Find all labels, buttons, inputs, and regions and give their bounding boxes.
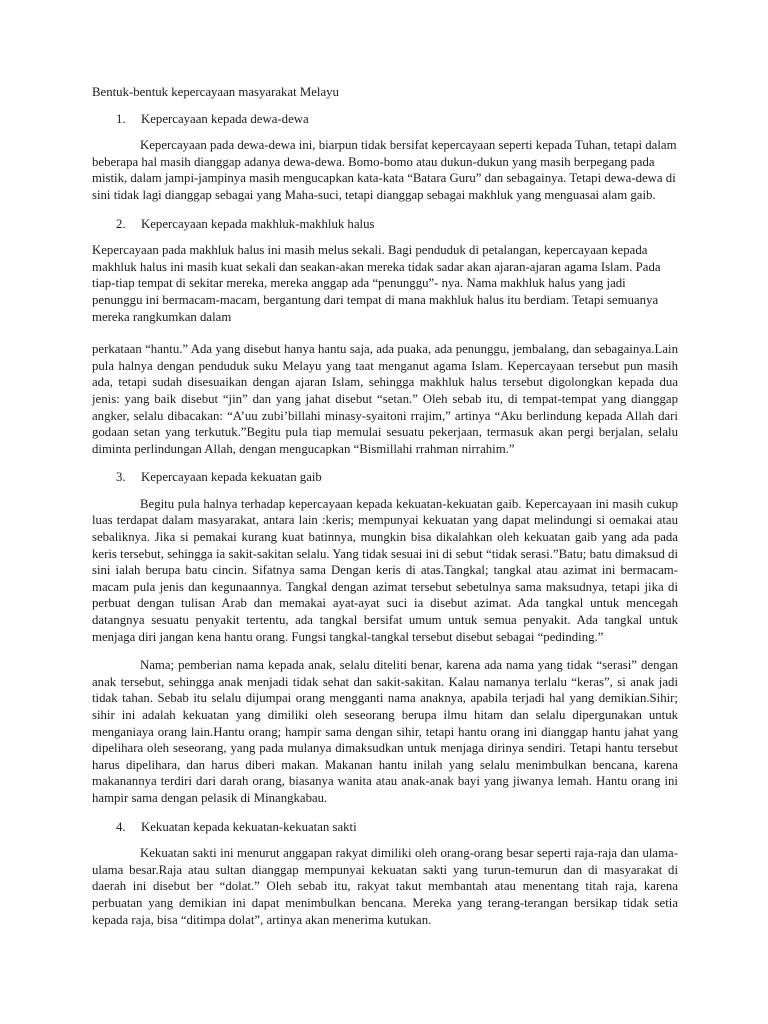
section-heading-3 [92, 469, 678, 486]
section-number: 3. [116, 470, 126, 485]
section-number: 2. [116, 216, 126, 231]
paragraph: Nama; pemberian nama kepada anak, selalu diteliti benar, karena ada nama yang tidak “serasi” dengan anak tersebut, sehingga anak menjadi tidak sehat dan sakit-sakitan. Kalau namanya terlalu “keras”, si anak jadi tidak tahan. Sebab itu selalu dijumpai orang mengganti nama anaknya, apabila terjadi hal yang demikian.Sihir; sihir ini adalah kekuatan yang dimiliki oleh seseorang berupa ilmu hitam dan selalu dipergunakan untuk menganiaya orang lain.Hantu orang; hampir sama dengan sihir, tetapi hantu orang ini dianggap hantu jahat yang dipelihara oleh seseorang, yang pada mulanya dimaksudkan untuk menjaga dirinya sendiri. Tetapi hantu tersebut harus dipelihara, dan harus diberi makan. Makanan hantu inilah yang selalu menimbulkan bencana, karena makanannya terdiri dari darah orang, biasanya wanita atau anak-anak bayi yang jiwanya lemah. Hantu orang ini hampir sama dengan pelasik di Minangkabau. [92, 658, 678, 805]
section-number: 1. [116, 111, 126, 126]
paragraph: Kepercayaan pada dewa-dewa ini, biarpun tidak bersifat kepercayaan seperti kepada Tuhan, tetapi dalam beberapa hal masih dianggap adanya dewa-dewa. Bomo-bomo atau dukun-dukun yang masih berpegang pada mistik, dalam jampi-jampinya masih mengucapkan kata-kata “Batara Guru” dan sebagainya. Tetapi dewa-dewa di sini tidak lagi dianggap sebagai yang Maha-suci, tetapi dianggap sebagai makhluk yang menguasai alam gaib. [92, 138, 677, 202]
paragraph: Kepercayaan pada makhluk halus ini masih melus sekali. Bagi penduduk di petalangan, kepercayaan kepada makhluk halus ini masih kuat sekali dan seakan-akan mereka tidak sadar akan ajaran-ajaran agama Islam. Pada tiap-tiap tempat di sekitar mereka, mereka anggap ada “penunggu”- nya. Nama makhluk halus yang jadi penunggu ini bermacam-macam, bergantung dari tempat di mana makhluk halus itu berdiam. Tetapi semuanya mereka rangkumkan dalam [92, 243, 661, 324]
paragraph: Kekuatan sakti ini menurut anggapan rakyat dimiliki oleh orang-orang besar seperti raja-raja dan ulama-ulama besar.Raja atau sultan dianggap mempunyai kekuatan sakti yang turun-temurun dan di masyarakat di daerah ini disebut ber “dolat.” Oleh sebab itu, rakyat takut membantah atau menentang titah raja, karena perbuatan yang demikian ini dapat menimbulkan bencana. Mereka yang terang-terangan bersikap tidak setia kepada raja, bisa “ditimpa dolat”, artinya akan menerima kutukan. [92, 846, 678, 927]
section-title: Kepercayaan kepada makhluk-makhluk halus [141, 216, 375, 231]
section-heading-4 [92, 819, 678, 836]
paragraph: perkataan “hantu.” Ada yang disebut hanya hantu saja, ada puaka, ada penunggu, jembalang, dan sebagainya.Lain pula halnya dengan penduduk suku Melayu yang taat menganut agama Islam. Kepercayaan tersebut pun masih ada, tetapi sudah disesuaikan dengan ajaran Islam, sehingga makhluk halus tersebut digolongkan kepada dua jenis: yang baik disebut “jin” dan yang jahat disebut “setan.” Oleh sebab itu, di tempat-tempat yang dianggap angker, selalu dibacakan: “A’uu zubi’billahi minasy-syaitoni rrajim,” artinya “Aku berlindung kepada Allah dari godaan setan yang terkutuk.”Begitu pula tiap memulai sesuatu pekerjaan, termasuk akan pergi berjalan, selalu diminta perlindungan Allah, dengan mengucapkan “Bismillahi rrahman nirrahim.” [92, 342, 678, 456]
section-number: 4. [116, 819, 126, 834]
paragraph: Begitu pula halnya terhadap kepercayaan kepada kekuatan-kekuatan gaib. Kepercayaan ini masih cukup luas terdapat dalam masyarakat, antara lain :keris; mempunyai kekuatan yang dapat melindungi si oemakai atau sebaliknya. Jika si pemakai kurang kuat batinnya, mungkin bisa dikalahkan oleh kekuatan gaib yang ada pada keris tersebut, sehingga ia sakit-sakitan selalu. Yang tidak sesuai ini di sebut “tidak serasi.”Batu; batu dimaksud di sini ialah berupa batu cincin. Sifatnya sama Dengan keris di atas.Tangkal; tangkal atau azimat ini bermacam-macam pula jenis dan kegunaannya. Tangkal dengan azimat tersebut sebetulnya sama maksudnya, tetapi jika di perbuat dengan tulisan Arab dan memakai ayat-ayat suci ia disebut azimat. Ada tangkal untuk mencegah datangnya sesuatu penyakit tertentu, ada tangkal bersifat umum untuk semua penyakit. Ada tangkal untuk menjaga diri jangan kena hantu orang. Fungsi tangkal-tangkal tersebut disebut sebagai “pedinding.” [92, 496, 678, 644]
document-title: Bentuk-bentuk kepercayaan masyarakat Melayu [92, 85, 339, 99]
section-title: Kepercayaan kepada dewa-dewa [141, 111, 309, 126]
section-heading-2 [92, 216, 678, 233]
section-heading-1 [92, 111, 678, 128]
section-title: Kekuatan kepada kekuatan-kekuatan sakti [141, 819, 357, 834]
section-title: Kepercayaan kepada kekuatan gaib [141, 470, 322, 485]
